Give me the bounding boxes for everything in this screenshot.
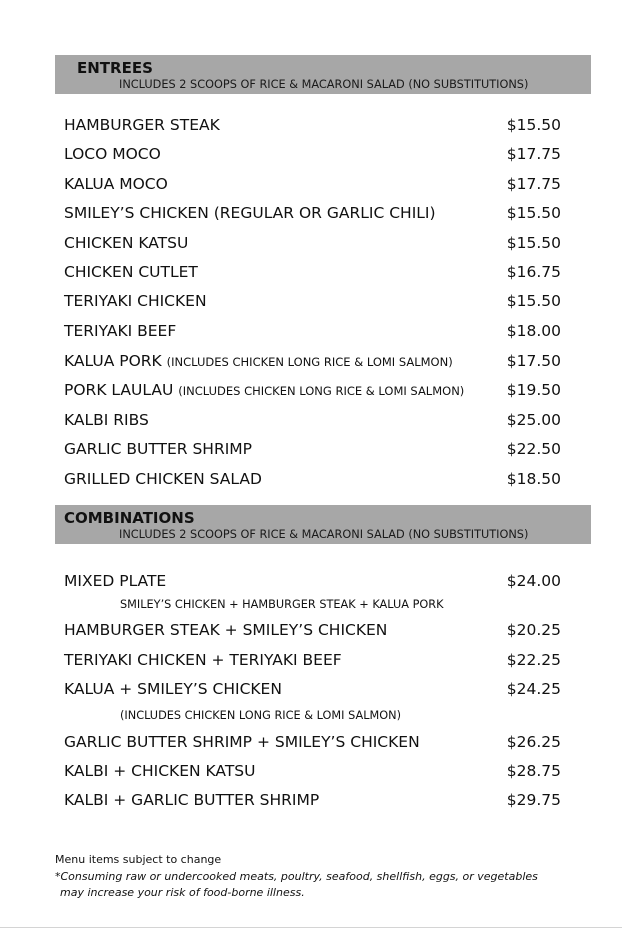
- item-name: KALBI + GARLIC BUTTER SHRIMP: [64, 791, 320, 809]
- footer-disclaimer-cont: may increase your risk of food-borne illness.: [60, 886, 305, 899]
- item-note: (INCLUDES CHICKEN LONG RICE & LOMI SALMON): [178, 384, 465, 398]
- combo-item-teriyaki-chicken-beef: [64, 651, 561, 673]
- item-name: KALBI RIBS: [64, 411, 149, 429]
- footer-disclaimer: *Consuming raw or undercooked meats, poultry, seafood, shellfish, eggs, or vegetables: [55, 870, 538, 883]
- entree-item-smileys-chicken: [64, 204, 561, 226]
- item-price: $24.00: [506, 572, 561, 590]
- entrees-subtitle: INCLUDES 2 SCOOPS OF RICE & MACARONI SALAD (NO SUBSTITUTIONS): [119, 78, 529, 91]
- item-price: $17.75: [506, 175, 561, 193]
- entrees-header: [55, 55, 591, 94]
- entree-item-teriyaki-chicken: [64, 292, 561, 314]
- entree-item-kalua-pork: [64, 352, 561, 374]
- item-name: GARLIC BUTTER SHRIMP: [64, 440, 253, 458]
- item-name: TERIYAKI CHICKEN: [64, 292, 207, 310]
- item-price: $20.25: [506, 621, 561, 639]
- entree-item-chicken-cutlet: [64, 263, 561, 285]
- entree-item-kalua-moco: [64, 175, 561, 197]
- combo-item-shrimp-smileys: [64, 733, 561, 755]
- combo-item-mixed-plate: [64, 572, 561, 594]
- item-price: $15.50: [506, 204, 561, 222]
- item-price: $17.50: [506, 352, 561, 370]
- item-name: MIXED PLATE: [64, 572, 167, 590]
- combinations-header: [55, 505, 591, 544]
- item-name: GRILLED CHICKEN SALAD: [64, 470, 262, 488]
- item-name-with-note: [64, 381, 464, 399]
- item-price: $25.00: [506, 411, 561, 429]
- entree-item-teriyaki-beef: [64, 322, 561, 344]
- item-price: $15.50: [506, 116, 561, 134]
- combinations-subtitle: INCLUDES 2 SCOOPS OF RICE & MACARONI SALAD (NO SUBSTITUTIONS): [119, 528, 529, 541]
- entree-item-kalbi-ribs: [64, 411, 561, 433]
- combo-item-kalua-smileys: [64, 680, 561, 702]
- item-price: $19.50: [506, 381, 561, 399]
- item-name: CHICKEN CUTLET: [64, 263, 198, 281]
- item-name: KALUA PORK: [64, 352, 162, 370]
- item-price: $17.75: [506, 145, 561, 163]
- item-name: TERIYAKI CHICKEN + TERIYAKI BEEF: [64, 651, 342, 669]
- combinations-title: COMBINATIONS: [64, 509, 195, 527]
- item-name: KALUA + SMILEY’S CHICKEN: [64, 680, 282, 698]
- entree-item-hamburger-steak: [64, 116, 561, 138]
- entrees-title: ENTREES: [77, 59, 153, 77]
- combo-item-hamburger-smileys: [64, 621, 561, 643]
- item-name: KALUA MOCO: [64, 175, 168, 193]
- item-price: $22.25: [506, 651, 561, 669]
- item-price: $29.75: [506, 791, 561, 809]
- item-name: KALBI + CHICKEN KATSU: [64, 762, 256, 780]
- footer-notice: Menu items subject to change: [55, 853, 222, 866]
- item-name: HAMBURGER STEAK + SMILEY’S CHICKEN: [64, 621, 388, 639]
- page-bottom-divider: [0, 927, 622, 928]
- item-price: $15.50: [506, 292, 561, 310]
- item-note: (INCLUDES CHICKEN LONG RICE & LOMI SALMON): [166, 355, 453, 369]
- item-name: PORK LAULAU: [64, 381, 174, 399]
- item-name: LOCO MOCO: [64, 145, 161, 163]
- item-price: $18.50: [506, 470, 561, 488]
- entree-item-garlic-butter-shrimp: [64, 440, 561, 462]
- item-name: GARLIC BUTTER SHRIMP + SMILEY’S CHICKEN: [64, 733, 420, 751]
- item-price: $24.25: [506, 680, 561, 698]
- entree-item-pork-laulau: [64, 381, 561, 403]
- item-price: $22.50: [506, 440, 561, 458]
- combo-item-kalbi-shrimp: [64, 791, 561, 813]
- item-name: TERIYAKI BEEF: [64, 322, 177, 340]
- entree-item-grilled-chicken-salad: [64, 470, 561, 492]
- item-price: $28.75: [506, 762, 561, 780]
- item-name: HAMBURGER STEAK: [64, 116, 220, 134]
- item-name: CHICKEN KATSU: [64, 234, 189, 252]
- item-price: $15.50: [506, 234, 561, 252]
- combo-item-detail: (INCLUDES CHICKEN LONG RICE & LOMI SALMON): [120, 709, 401, 722]
- item-price: $18.00: [506, 322, 561, 340]
- item-name-with-note: [64, 352, 453, 370]
- entree-item-loco-moco: [64, 145, 561, 167]
- combo-item-detail: SMILEY’S CHICKEN + HAMBURGER STEAK + KALUA PORK: [120, 598, 444, 611]
- entree-item-chicken-katsu: [64, 234, 561, 256]
- item-price: $16.75: [506, 263, 561, 281]
- item-name: SMILEY’S CHICKEN (REGULAR OR GARLIC CHILI): [64, 204, 436, 222]
- combo-item-kalbi-katsu: [64, 762, 561, 784]
- item-price: $26.25: [506, 733, 561, 751]
